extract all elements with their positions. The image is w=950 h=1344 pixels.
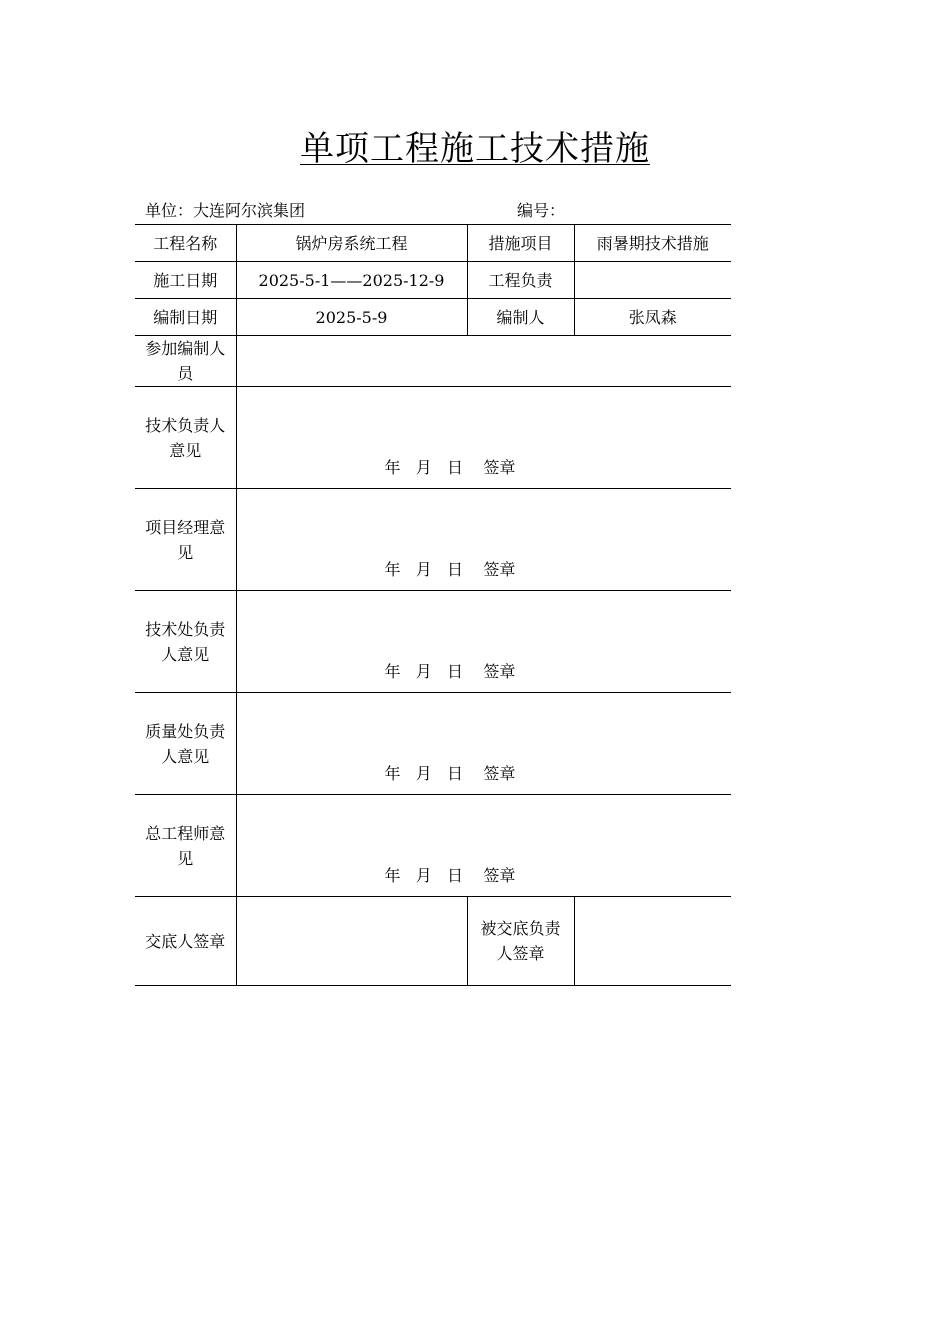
handover-label: 交底人签章 [135, 897, 236, 986]
participants-value[interactable] [236, 336, 731, 387]
receiver-label: 被交底负责人签章 [467, 897, 574, 986]
construction-date-label: 施工日期 [135, 262, 236, 299]
table-row-opinion-tech-lead [135, 387, 731, 489]
tech-lead-opinion-field[interactable] [236, 387, 731, 489]
measure-item-value[interactable]: 雨暑期技术措施 [574, 225, 731, 262]
table-row-opinion-tech-dept [135, 591, 731, 693]
project-name-label: 工程名称 [135, 225, 236, 262]
table-row-opinion-chief-engineer [135, 795, 731, 897]
construction-date-value[interactable]: 2025-5-1——2025-12-9 [236, 262, 467, 299]
receiver-signature-field[interactable] [574, 897, 731, 986]
unit-label: 单位：大连阿尔滨集团 [145, 201, 306, 220]
tech-dept-signature-line: 年 月 日 签章 [384, 662, 516, 681]
tech-dept-opinion-label: 技术处负责人意见 [135, 591, 236, 693]
tech-dept-opinion-field[interactable] [236, 591, 731, 693]
table-row-opinion-project-manager [135, 489, 731, 591]
compiler-value[interactable]: 张凤森 [574, 299, 731, 336]
table-row-participants [135, 336, 731, 387]
project-lead-value[interactable] [574, 262, 731, 299]
participants-label: 参加编制人员 [135, 336, 236, 387]
table-row-opinion-quality-dept [135, 693, 731, 795]
compile-date-value[interactable]: 2025-5-9 [236, 299, 467, 336]
document-title-text: 单项工程施工技术措施 [300, 129, 650, 169]
project-lead-label: 工程负责 [467, 262, 574, 299]
table-row-construction-date [135, 262, 731, 299]
compiler-label: 编制人 [467, 299, 574, 336]
table-row-compile-date [135, 299, 731, 336]
handover-signature-field[interactable] [236, 897, 467, 986]
chief-engineer-opinion-field[interactable] [236, 795, 731, 897]
table-row-project-name [135, 225, 731, 262]
compile-date-label: 编制日期 [135, 299, 236, 336]
project-manager-opinion-field[interactable] [236, 489, 731, 591]
number-label: 编号： [517, 201, 566, 220]
tech-lead-opinion-label: 技术负责人意见 [135, 387, 236, 489]
chief-engineer-opinion-label: 总工程师意见 [135, 795, 236, 897]
quality-dept-opinion-label: 质量处负责人意见 [135, 693, 236, 795]
project-name-value[interactable]: 锅炉房系统工程 [236, 225, 467, 262]
measure-form-table [135, 224, 731, 986]
quality-dept-opinion-field[interactable] [236, 693, 731, 795]
measure-item-label: 措施项目 [467, 225, 574, 262]
tech-lead-signature-line: 年 月 日 签章 [384, 458, 516, 477]
table-row-handover [135, 897, 731, 986]
quality-dept-signature-line: 年 月 日 签章 [384, 764, 516, 783]
project-manager-signature-line: 年 月 日 签章 [384, 560, 516, 579]
chief-engineer-signature-line: 年 月 日 签章 [384, 866, 516, 885]
project-manager-opinion-label: 项目经理意见 [135, 489, 236, 591]
document-title [0, 126, 950, 172]
